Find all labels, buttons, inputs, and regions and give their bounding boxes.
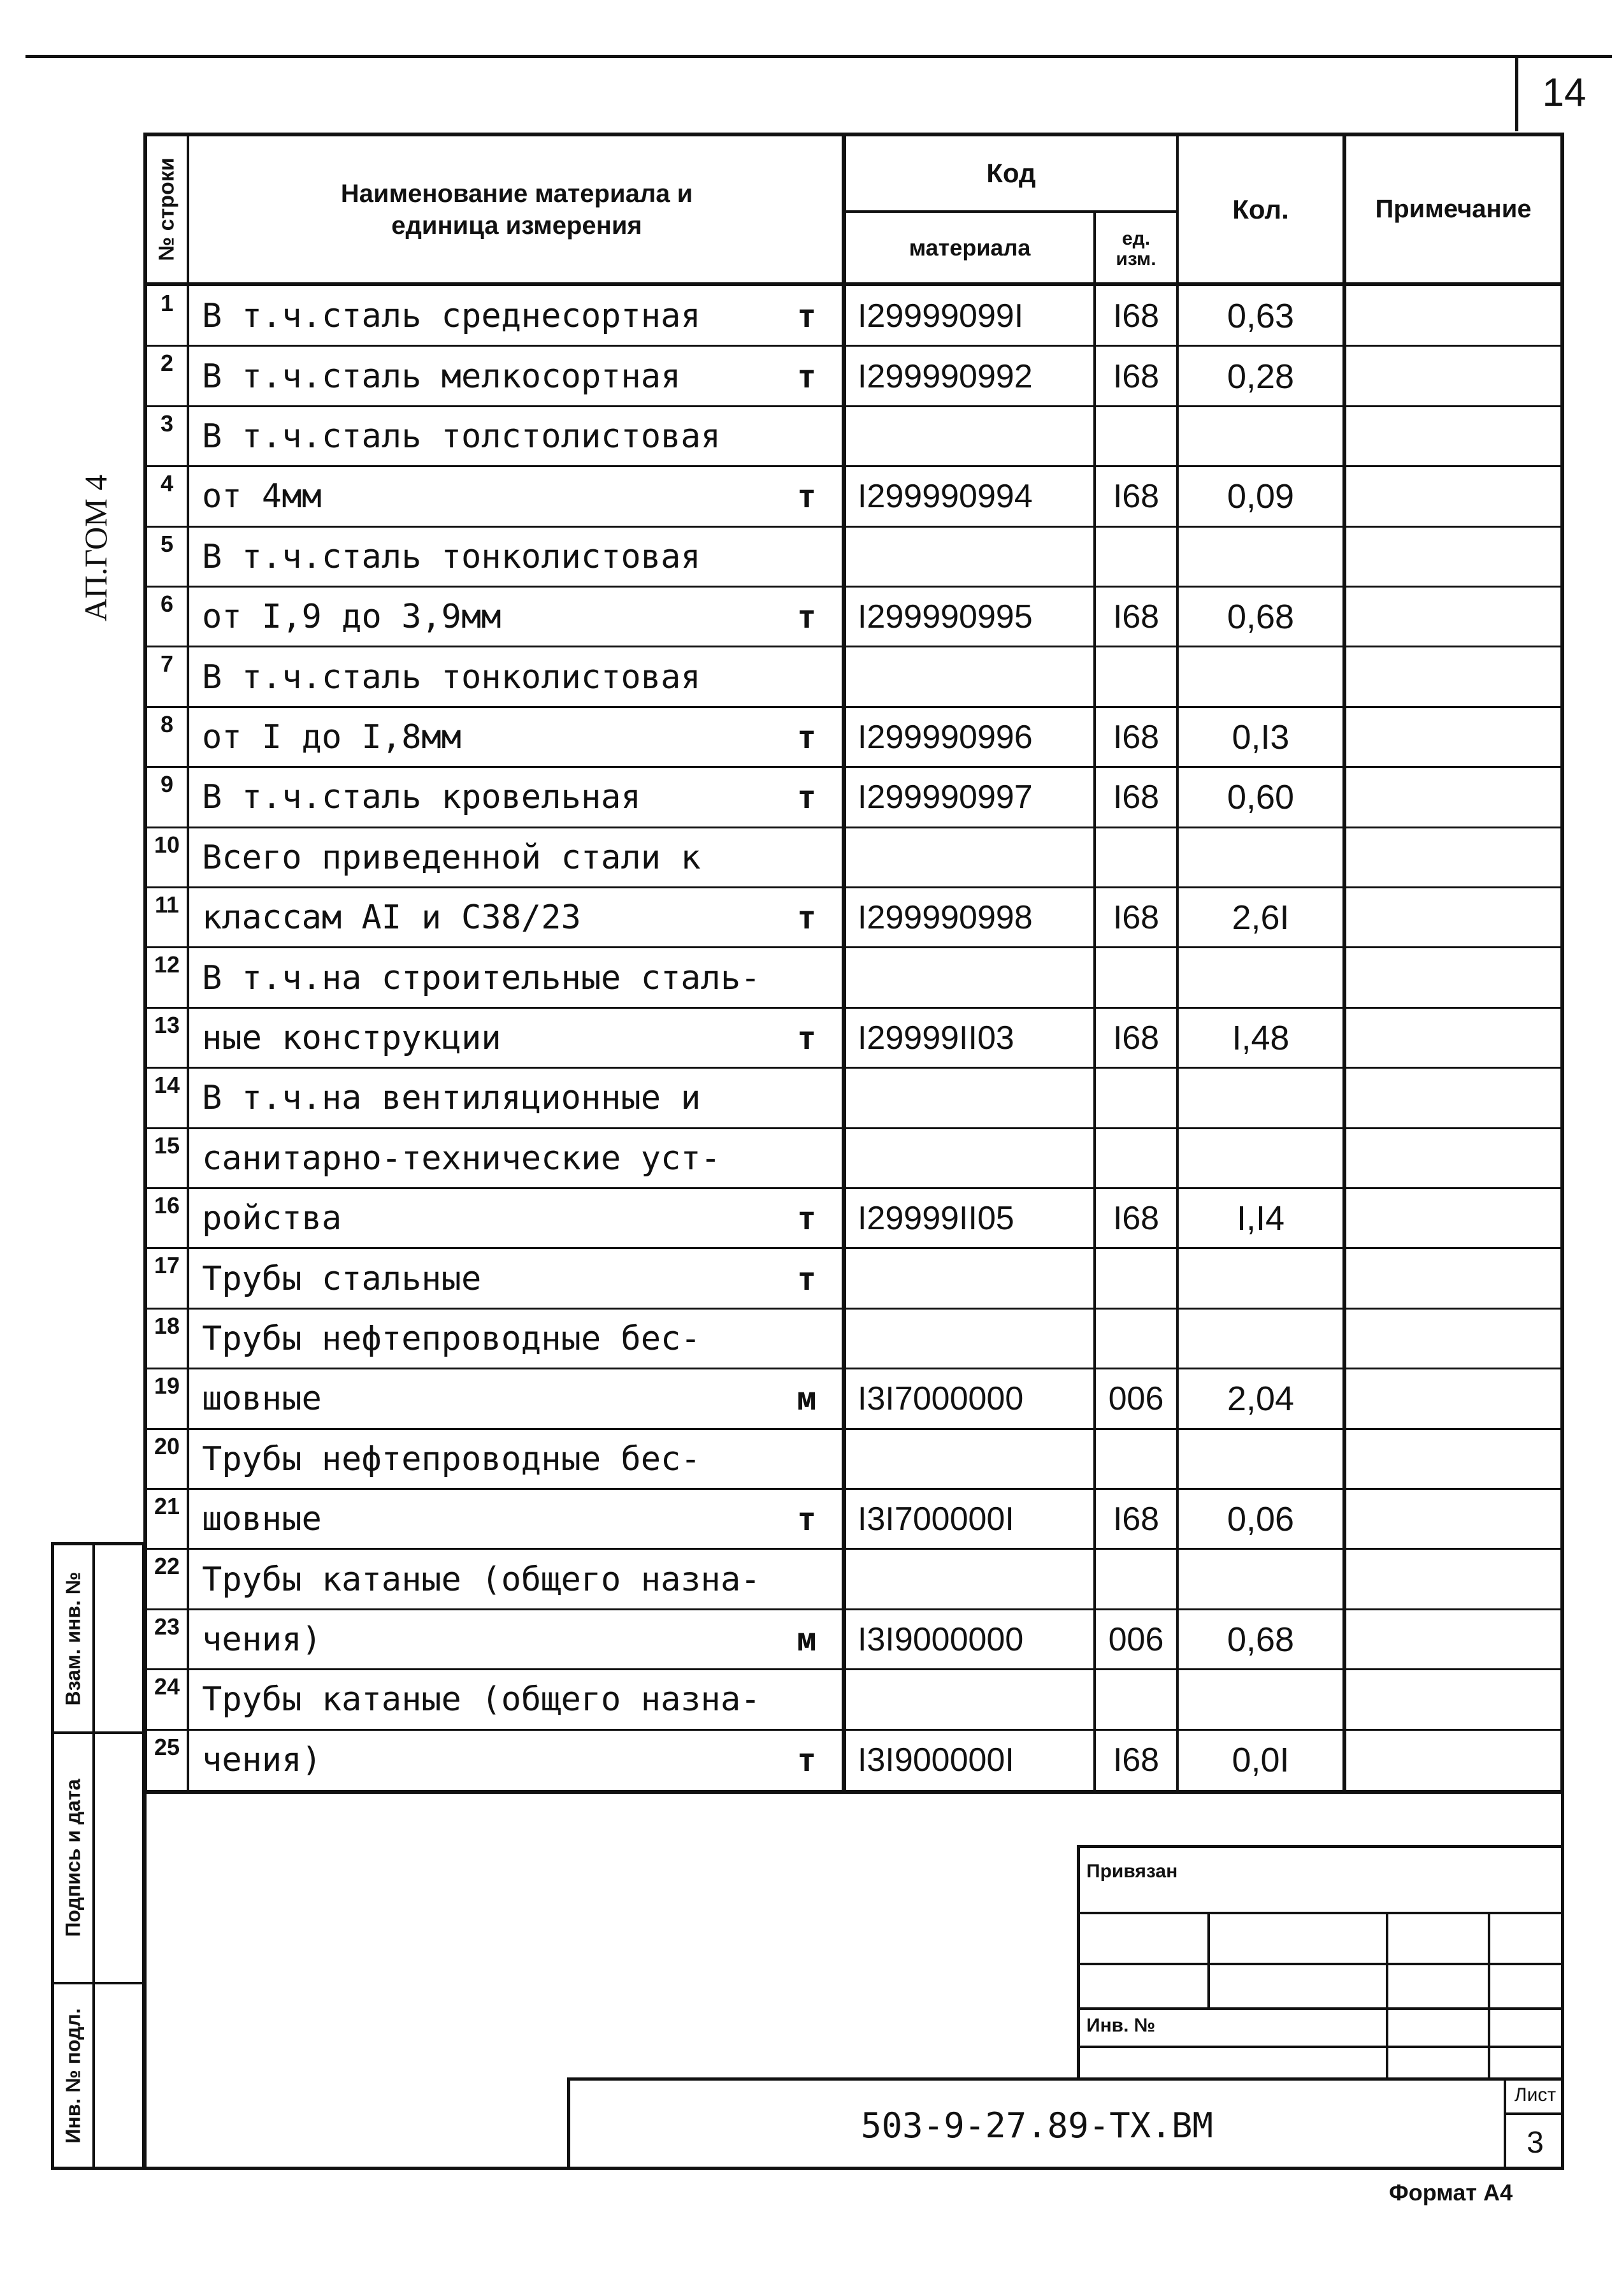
material-code: I299990997	[858, 779, 1033, 816]
material-name: от I,9 до 3,9мм	[202, 598, 501, 637]
quantity: 2,6I	[1232, 899, 1290, 937]
material-name: В т.ч.сталь среднесортная	[202, 297, 701, 336]
material-code: I299990996	[858, 718, 1033, 756]
material-unit	[772, 1309, 842, 1369]
sheet-label: Лист	[1514, 2084, 1557, 2105]
side-field-sign-date: Подпись и дата	[61, 1779, 85, 1937]
quantity	[1179, 1549, 1342, 1609]
unit-code	[1096, 647, 1176, 707]
unit-code: 006	[1108, 1621, 1164, 1658]
material-code: I299990992	[858, 357, 1033, 395]
table-row	[147, 527, 1560, 587]
row-number: 2	[160, 350, 174, 377]
material-name: шовные	[202, 1380, 322, 1419]
material-unit	[772, 647, 842, 707]
note	[1346, 1489, 1560, 1549]
binding-block	[1077, 1845, 1564, 2081]
material-name: В т.ч.на вентиляционные и	[202, 1079, 701, 1118]
table-row	[147, 1429, 1560, 1489]
row-number: 9	[160, 771, 174, 798]
material-code	[846, 1309, 1105, 1369]
note	[1346, 1610, 1560, 1670]
material-code	[846, 1670, 1105, 1729]
note	[1346, 1429, 1560, 1489]
material-code	[846, 527, 1105, 587]
material-name: Трубы катаные (общего назна-	[202, 1680, 761, 1719]
table-row	[147, 587, 1560, 647]
note	[1346, 888, 1560, 948]
side-field-inv-orig-wrap	[54, 1984, 92, 2167]
row-number: 19	[154, 1373, 180, 1399]
title-block	[567, 2077, 1564, 2170]
material-name: Трубы катаные (общего назна-	[202, 1560, 761, 1599]
side-field-inv-replace-wrap	[54, 1545, 92, 1731]
material-unit	[772, 527, 842, 587]
material-name: ройства	[202, 1199, 342, 1238]
material-unit	[772, 948, 842, 1007]
material-unit	[772, 1129, 842, 1188]
unit-code: I68	[1112, 1019, 1160, 1057]
note	[1346, 1129, 1560, 1188]
material-unit: т	[796, 1741, 817, 1779]
row-number: 20	[154, 1433, 180, 1459]
note	[1346, 1008, 1560, 1068]
material-unit: м	[796, 1621, 817, 1658]
material-name: от I до I,8мм	[202, 718, 461, 756]
row-number: 23	[154, 1613, 180, 1640]
binding-rule-1	[1080, 1912, 1564, 1914]
sheet-divider	[1504, 2081, 1506, 2170]
table-row	[147, 286, 1560, 346]
material-name: чения)	[202, 1740, 322, 1779]
unit-code	[1096, 1549, 1176, 1609]
page-number: 14	[1542, 70, 1587, 115]
material-code	[846, 948, 1105, 1007]
note	[1346, 346, 1560, 406]
material-unit: т	[796, 779, 817, 816]
note	[1346, 466, 1560, 526]
material-code: I29999II05	[858, 1200, 1014, 1238]
note	[1346, 1670, 1560, 1729]
note	[1346, 1369, 1560, 1429]
header-code-unit: ед. изм.	[1116, 228, 1156, 270]
unit-code	[1096, 1248, 1176, 1308]
material-unit	[772, 1670, 842, 1729]
note	[1346, 1188, 1560, 1248]
unit-code	[1096, 1309, 1176, 1369]
material-name: Трубы стальные	[202, 1259, 482, 1298]
unit-code: I68	[1112, 1501, 1160, 1538]
header-row-no-wrap	[147, 136, 187, 282]
table-row	[147, 1309, 1560, 1369]
note	[1346, 1309, 1560, 1369]
table-row	[147, 466, 1560, 526]
binding-rule-3	[1080, 2007, 1564, 2010]
material-name: В т.ч.сталь мелкосортная	[202, 357, 681, 396]
quantity: 0,0I	[1232, 1740, 1290, 1779]
material-unit: т	[796, 1501, 817, 1538]
unit-code: I68	[1112, 478, 1160, 516]
material-code	[846, 407, 1105, 466]
material-unit: т	[796, 478, 817, 516]
quantity: 0,09	[1227, 477, 1295, 516]
material-unit: т	[796, 899, 817, 937]
note	[1346, 1248, 1560, 1308]
side-field-inv-orig: Инв. № подл.	[61, 2007, 85, 2144]
quantity: 0,06	[1227, 1500, 1295, 1539]
material-code	[846, 1549, 1105, 1609]
table-row	[147, 1610, 1560, 1670]
binding-rule-4	[1080, 2046, 1564, 2048]
side-field-inv-replace: Взам. инв. №	[61, 1571, 85, 1705]
material-code: I299990998	[858, 899, 1033, 937]
unit-code	[1096, 407, 1176, 466]
material-code: I29999II03	[858, 1019, 1014, 1057]
note	[1346, 828, 1560, 888]
unit-code: I68	[1112, 357, 1160, 395]
material-name: В т.ч.сталь толстолистовая	[202, 417, 721, 456]
unit-code	[1096, 1670, 1176, 1729]
row-number: 4	[160, 470, 174, 497]
material-unit: м	[796, 1380, 817, 1418]
quantity: 2,04	[1227, 1380, 1295, 1419]
material-unit: т	[796, 598, 817, 636]
table-row	[147, 647, 1560, 707]
header-qty: Кол.	[1232, 194, 1289, 224]
sheet-number: 3	[1527, 2126, 1544, 2160]
table-row	[147, 1730, 1560, 1790]
binding-label: Привязан	[1086, 1861, 1178, 1882]
material-name: шовные	[202, 1500, 322, 1539]
table-row	[147, 1129, 1560, 1188]
table-row	[147, 948, 1560, 1007]
note	[1346, 1549, 1560, 1609]
binding-inv-label: Инв. №	[1086, 2015, 1156, 2036]
unit-code: I68	[1112, 1741, 1160, 1779]
material-unit: т	[796, 1019, 817, 1057]
row-number: 24	[154, 1673, 180, 1700]
material-unit: т	[796, 298, 817, 335]
row-number: 17	[154, 1252, 180, 1279]
unit-code: I68	[1112, 718, 1160, 756]
note	[1346, 407, 1560, 466]
row-number: 11	[154, 892, 180, 918]
top-rule	[25, 55, 1612, 58]
material-name: В т.ч.сталь тонколистовая	[202, 658, 701, 697]
row-number: 8	[160, 711, 174, 737]
unit-code	[1096, 948, 1176, 1007]
header-code: Код	[986, 158, 1036, 188]
unit-code	[1096, 1429, 1176, 1489]
quantity: 0,I3	[1232, 718, 1290, 756]
material-code: I3I9000000	[858, 1621, 1024, 1658]
quantity	[1179, 1309, 1342, 1369]
material-code: I3I7000000	[858, 1380, 1024, 1418]
header-row-no: № строки	[154, 157, 179, 261]
row-number: 16	[154, 1192, 180, 1218]
row-number: 10	[154, 831, 180, 858]
unit-code: I68	[1112, 598, 1160, 636]
row-number: 13	[154, 1011, 180, 1038]
unit-code	[1096, 527, 1176, 587]
row-number: 1	[160, 290, 174, 316]
sheet-rule	[1504, 2112, 1564, 2115]
material-code: I3I900000I	[858, 1741, 1014, 1779]
quantity: 0,60	[1227, 778, 1295, 817]
header-code-material: материала	[909, 234, 1031, 261]
table-row	[147, 1008, 1560, 1068]
row-number: 12	[154, 951, 180, 978]
material-name: Трубы нефтепроводные бес-	[202, 1440, 701, 1478]
material-code: I299990995	[858, 598, 1033, 636]
note	[1346, 707, 1560, 767]
side-field-sign-date-wrap	[54, 1734, 92, 1982]
unit-code	[1096, 1129, 1176, 1188]
table-row	[147, 707, 1560, 767]
material-unit	[772, 407, 842, 466]
table-row	[147, 1489, 1560, 1549]
table-row	[147, 346, 1560, 406]
table-row	[147, 1549, 1560, 1609]
note	[1346, 767, 1560, 827]
document-code: 503-9-27.89-ТХ.ВМ	[861, 2105, 1213, 2146]
note	[1346, 1068, 1560, 1128]
format-label: Формат А4	[1389, 2179, 1513, 2206]
row-number: 15	[154, 1132, 180, 1159]
material-unit: т	[796, 1260, 817, 1297]
quantity	[1179, 828, 1342, 888]
material-name: Всего приведенной стали к	[202, 838, 701, 877]
side-fields	[51, 1542, 145, 2170]
row-number: 3	[160, 410, 174, 437]
quantity	[1179, 1129, 1342, 1188]
material-name: чения)	[202, 1620, 322, 1659]
note	[1346, 1730, 1560, 1790]
material-code	[846, 1129, 1105, 1188]
note	[1346, 647, 1560, 707]
row-number: 22	[154, 1553, 180, 1580]
unit-code: I68	[1112, 899, 1160, 937]
material-unit	[772, 1549, 842, 1609]
row-number: 5	[160, 530, 174, 557]
material-code: I3I700000I	[858, 1501, 1014, 1538]
table-row	[147, 1670, 1560, 1729]
material-name: санитарно-технические уст-	[202, 1139, 721, 1178]
material-code	[846, 1068, 1105, 1128]
quantity	[1179, 407, 1342, 466]
binding-divider-2	[1386, 1912, 1388, 2081]
material-unit	[772, 828, 842, 888]
quantity: I,I4	[1236, 1199, 1285, 1238]
table-row	[147, 888, 1560, 948]
header-note: Примечание	[1375, 195, 1532, 223]
unit-code: I68	[1112, 779, 1160, 816]
material-code	[846, 1248, 1105, 1308]
note	[1346, 527, 1560, 587]
material-code: I299990994	[858, 478, 1033, 516]
side-album-label: АП.ГОМ 4	[78, 474, 114, 622]
table-row	[147, 1248, 1560, 1308]
quantity	[1179, 948, 1342, 1007]
unit-code	[1096, 828, 1176, 888]
material-unit: т	[796, 1200, 817, 1238]
quantity: 0,68	[1227, 1620, 1295, 1659]
material-unit: т	[796, 357, 817, 395]
binding-rule-2	[1080, 1963, 1564, 1965]
material-code: I29999099I	[858, 298, 1024, 335]
table-row	[147, 1369, 1560, 1429]
table-row	[147, 407, 1560, 466]
material-code	[846, 1429, 1105, 1489]
row-number: 21	[154, 1493, 180, 1519]
quantity	[1179, 1248, 1342, 1308]
row-number: 25	[154, 1733, 180, 1760]
quantity	[1179, 1670, 1342, 1729]
unit-code: I68	[1112, 1200, 1160, 1238]
material-name: В т.ч.сталь тонколистовая	[202, 537, 701, 576]
quantity	[1179, 1068, 1342, 1128]
material-name: ные конструкции	[202, 1018, 501, 1057]
note	[1346, 286, 1560, 346]
table-row	[147, 767, 1560, 827]
material-name: Трубы нефтепроводные бес-	[202, 1319, 701, 1358]
quantity	[1179, 647, 1342, 707]
row-number: 18	[154, 1312, 180, 1339]
row-number: 7	[160, 651, 174, 677]
unit-code: I68	[1112, 298, 1160, 335]
quantity: I,48	[1232, 1018, 1290, 1057]
quantity: 0,28	[1227, 357, 1295, 396]
unit-code	[1096, 1068, 1176, 1128]
quantity	[1179, 1429, 1342, 1489]
note	[1346, 948, 1560, 1007]
material-name: В т.ч.на строительные сталь-	[202, 958, 761, 997]
materials-table	[143, 133, 1564, 1794]
binding-divider-1	[1207, 1912, 1210, 2007]
table-row	[147, 1068, 1560, 1128]
quantity: 0,63	[1227, 297, 1295, 336]
table-row	[147, 1188, 1560, 1248]
material-name: от 4мм	[202, 477, 322, 516]
material-unit: т	[796, 718, 817, 756]
table-row	[147, 828, 1560, 888]
material-code	[846, 647, 1105, 707]
material-name: В т.ч.сталь кровельная	[202, 778, 641, 817]
unit-code: 006	[1108, 1380, 1164, 1418]
header-name: Наименование материала и единица измерения	[340, 180, 693, 240]
material-unit	[772, 1068, 842, 1128]
binding-divider-3	[1488, 1912, 1490, 2081]
row-number: 6	[160, 591, 174, 617]
quantity: 0,68	[1227, 598, 1295, 637]
material-unit	[772, 1429, 842, 1489]
quantity	[1179, 527, 1342, 587]
material-code	[846, 828, 1105, 888]
note	[1346, 587, 1560, 647]
row-number: 14	[154, 1072, 180, 1099]
material-name: классам AI и C38/23	[202, 899, 581, 937]
side-field-divider	[92, 1545, 95, 2167]
